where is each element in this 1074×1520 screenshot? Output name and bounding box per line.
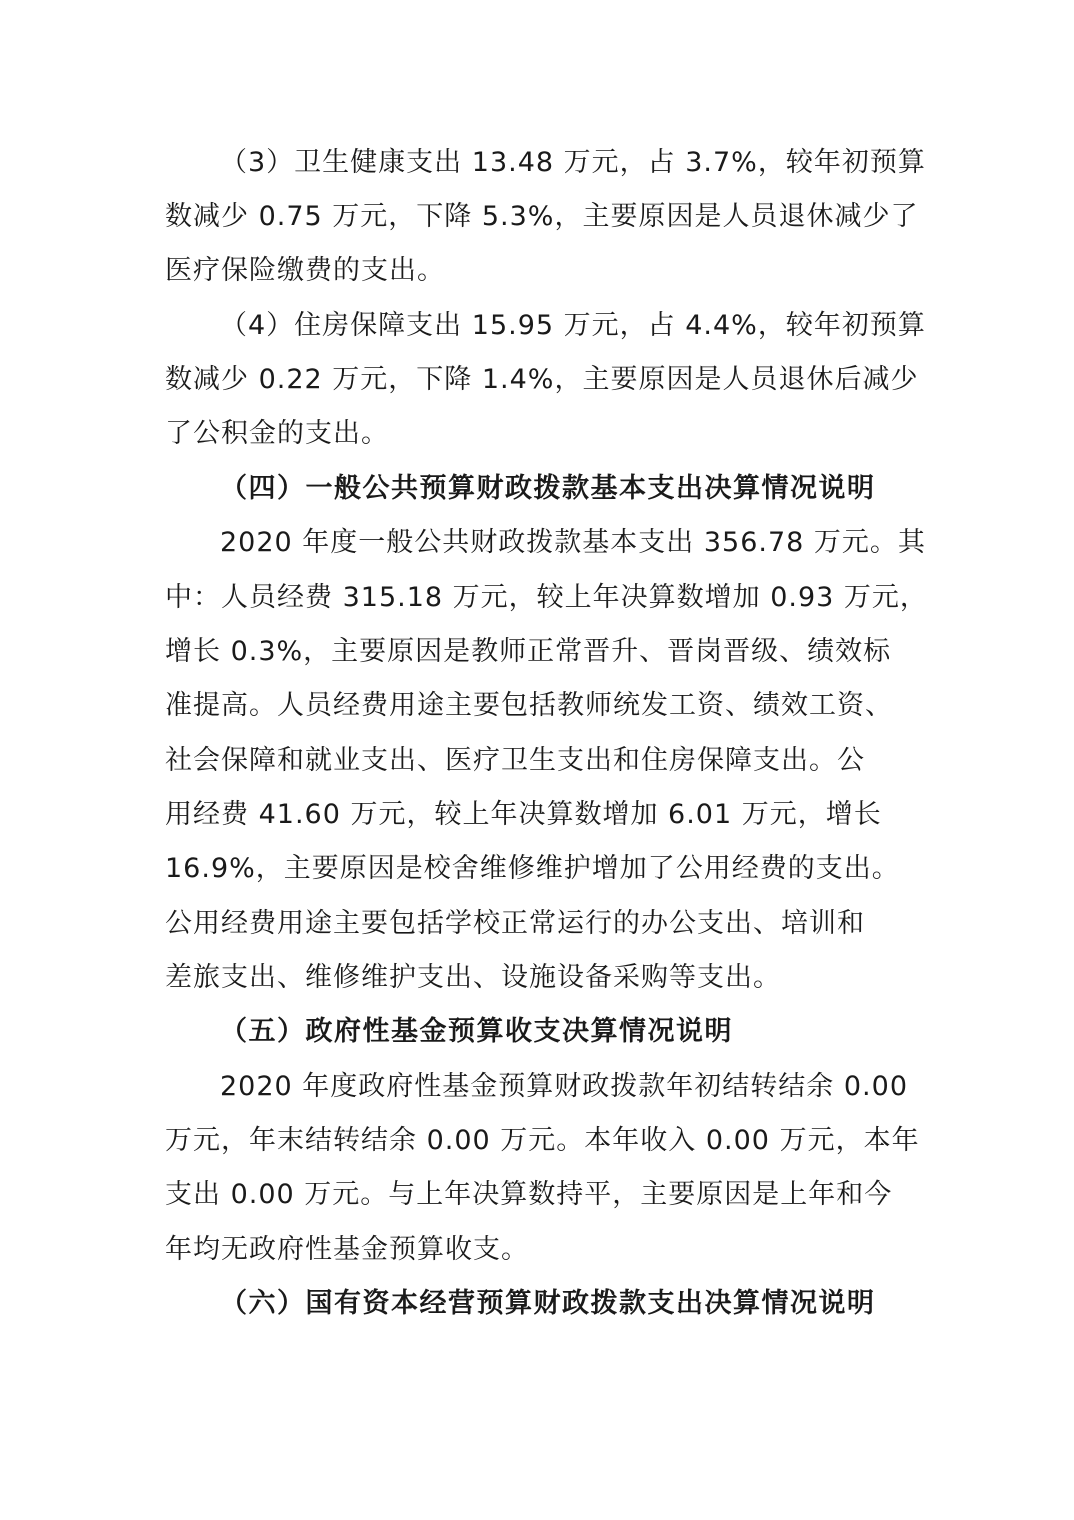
paragraph-basic-expenditure-line-4: 准提高。人员经费用途主要包括教师统发工资、绩效工资、 [165,690,893,721]
section-heading-6: （六）国有资本经营预算财政拨款支出决算情况说明 [220,1288,876,1319]
paragraph-basic-expenditure-line-9: 差旅支出、维修维护支出、设施设备采购等支出。 [165,962,781,993]
paragraph-basic-expenditure-line-6: 用经费 41.60 万元，较上年决算数增加 6.01 万元，增长 [165,799,882,830]
paragraph-gov-fund-line-1: 2020 年度政府性基金预算财政拨款年初结转结余 0.00 [220,1071,908,1102]
paragraph-housing-line-3: 了公积金的支出。 [165,418,389,449]
section-heading-5: （五）政府性基金预算收支决算情况说明 [220,1016,733,1047]
paragraph-basic-expenditure-line-1: 2020 年度一般公共财政拨款基本支出 356.78 万元。其 [220,527,926,558]
paragraph-basic-expenditure-line-5: 社会保障和就业支出、医疗卫生支出和住房保障支出。公 [165,745,865,776]
paragraph-gov-fund-line-3: 支出 0.00 万元。与上年决算数持平，主要原因是上年和今 [165,1179,893,1210]
section-heading-4: （四）一般公共预算财政拨款基本支出决算情况说明 [220,473,876,504]
paragraph-housing-line-1: （4）住房保障支出 15.95 万元，占 4.4%，较年初预算 [220,310,926,341]
paragraph-basic-expenditure-line-3: 增长 0.3%，主要原因是教师正常晋升、晋岗晋级、绩效标 [165,636,892,667]
paragraph-health-line-2: 数减少 0.75 万元，下降 5.3%，主要原因是人员退休减少了 [165,201,919,232]
paragraph-housing-line-2: 数减少 0.22 万元，下降 1.4%，主要原因是人员退休后减少 [165,364,919,395]
paragraph-basic-expenditure-line-2: 中：人员经费 315.18 万元，较上年决算数增加 0.93 万元， [165,582,928,613]
paragraph-health-line-3: 医疗保险缴费的支出。 [165,255,445,286]
paragraph-gov-fund-line-2: 万元，年末结转结余 0.00 万元。本年收入 0.00 万元，本年 [165,1125,920,1156]
paragraph-basic-expenditure-line-7: 16.9%，主要原因是校舍维修维护增加了公用经费的支出。 [165,853,900,884]
paragraph-basic-expenditure-line-8: 公用经费用途主要包括学校正常运行的办公支出、培训和 [165,908,865,939]
paragraph-gov-fund-line-4: 年均无政府性基金预算收支。 [165,1234,529,1265]
paragraph-health-line-1: （3）卫生健康支出 13.48 万元，占 3.7%，较年初预算 [220,147,926,178]
